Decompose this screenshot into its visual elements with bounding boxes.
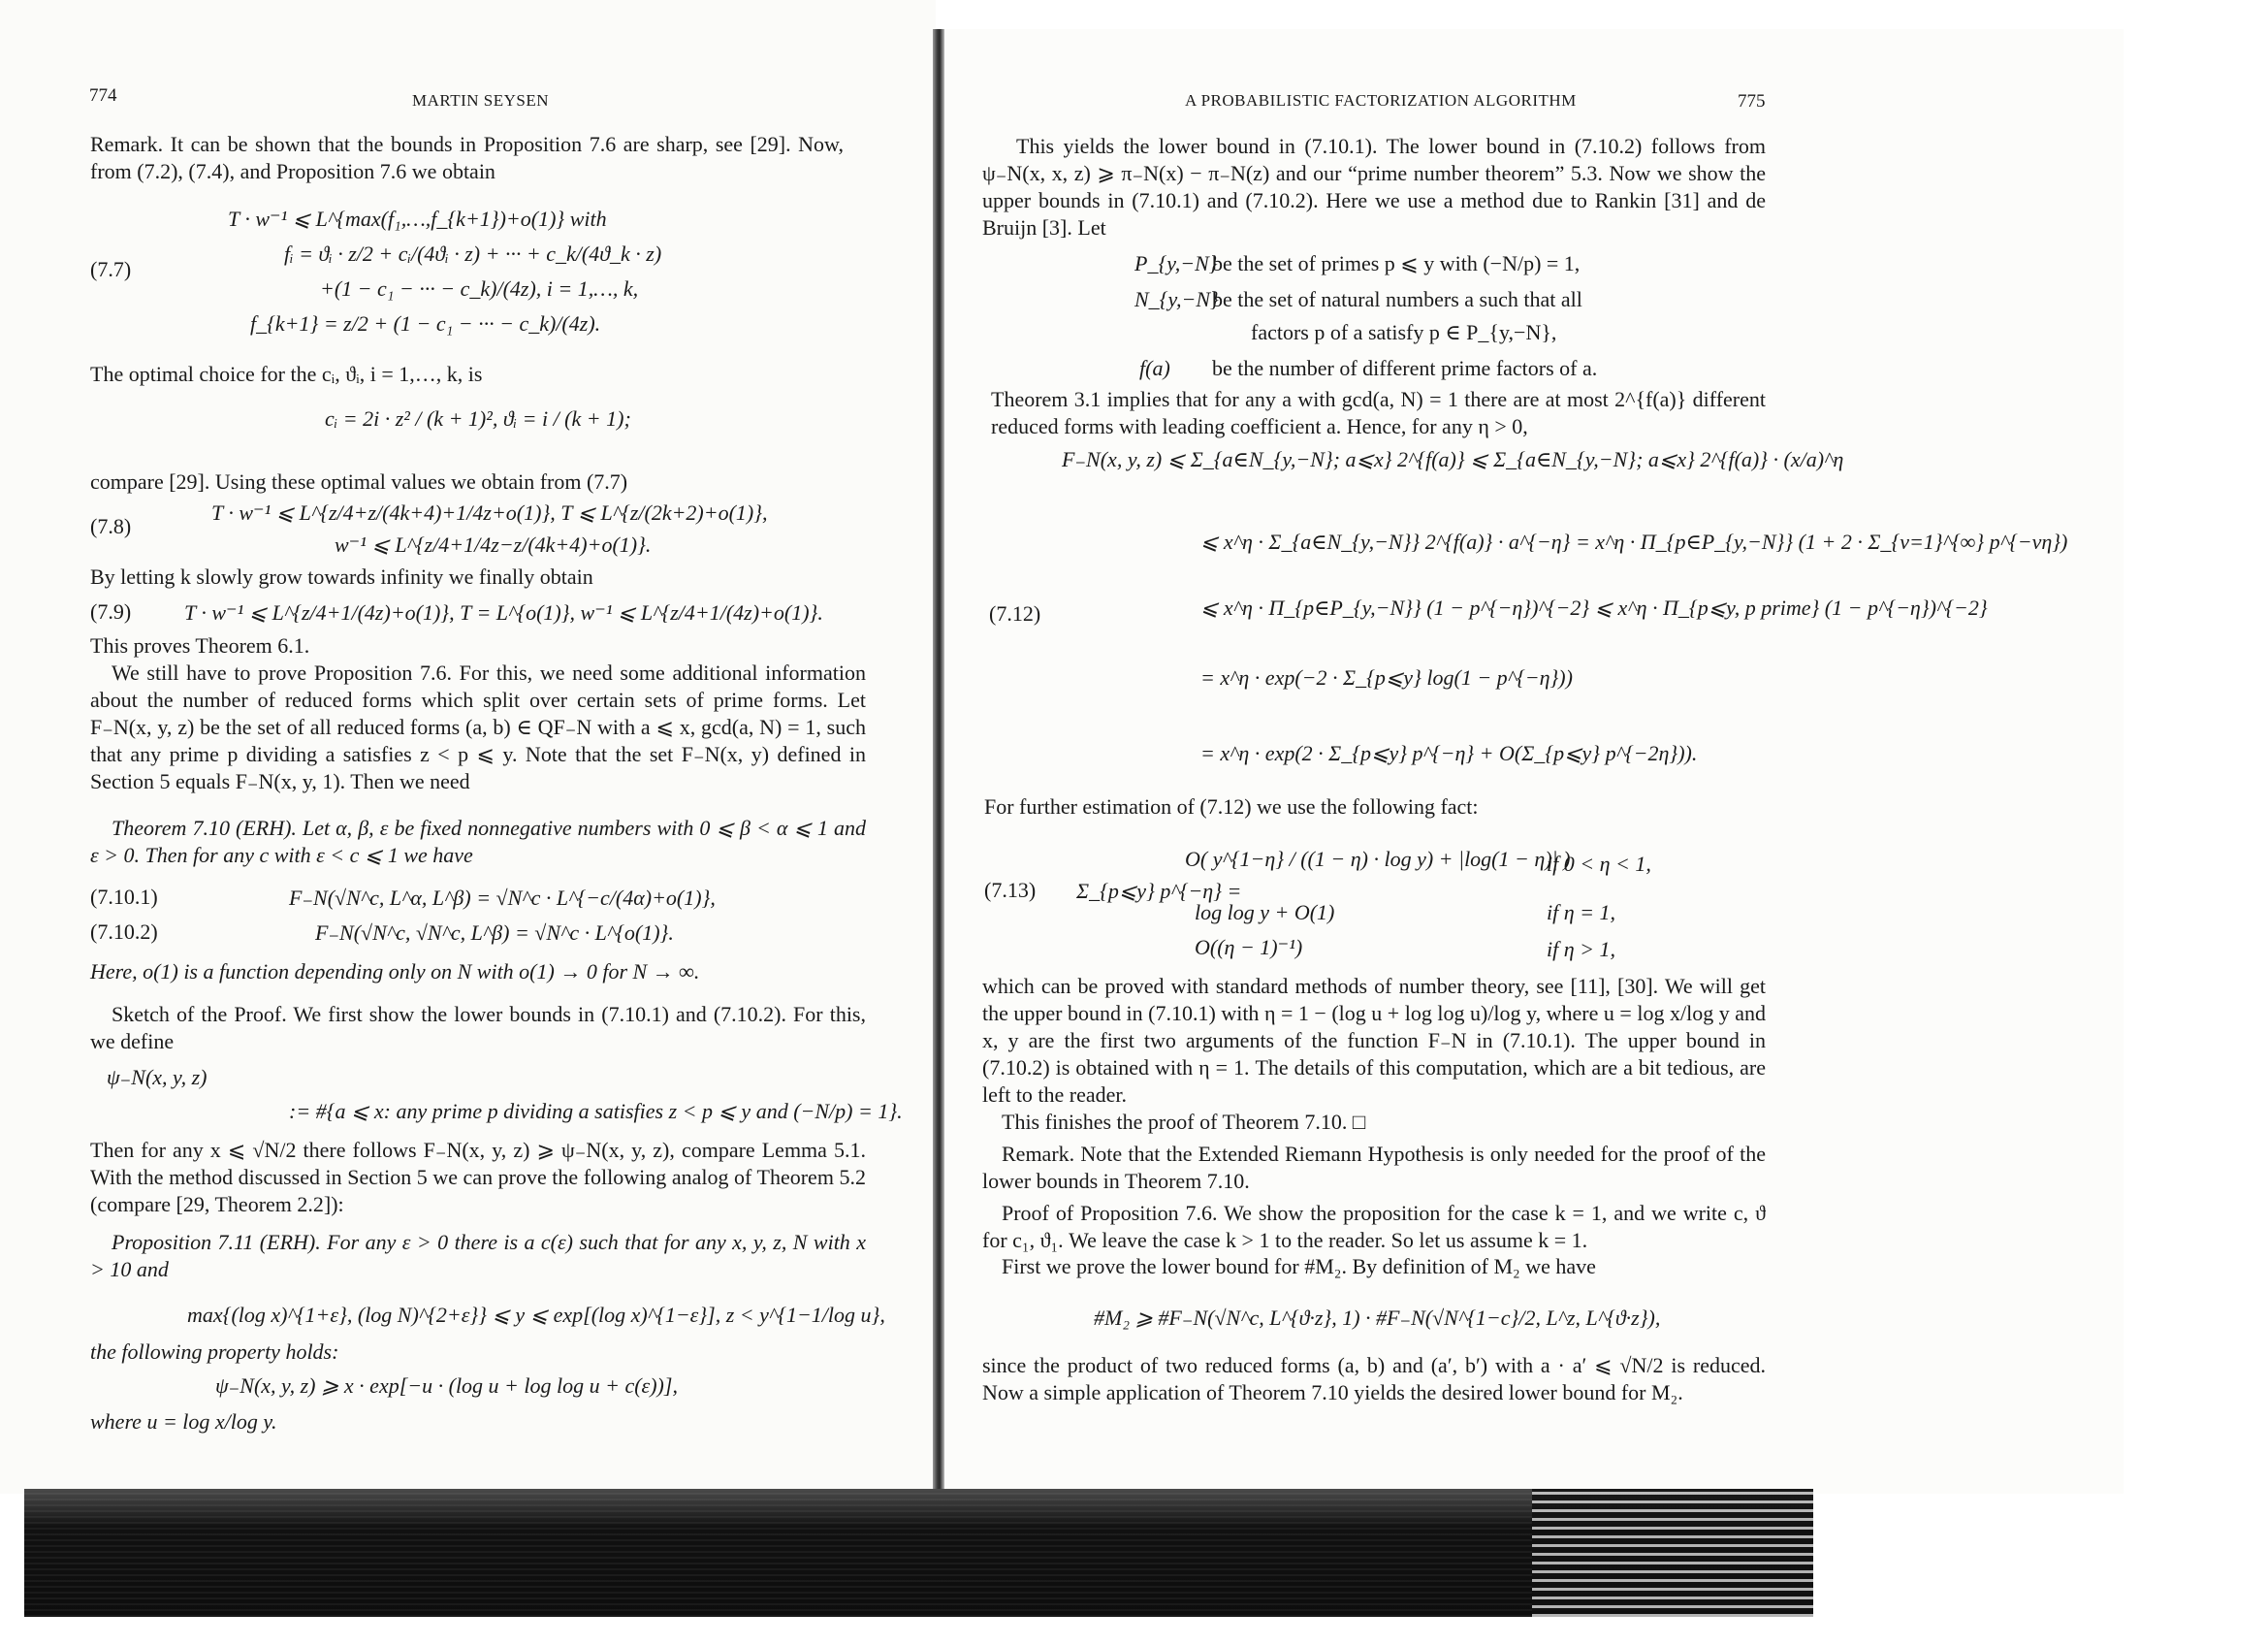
proof-prop-paragraph: Proof of Proposition 7.6. We show the proposition for the case k = 1, and we write c, ϑ for c₁, ϑ₁. We leave the case k > 1 to the reader. So let us assume k = 1. xyxy=(982,1201,1766,1252)
eq-7-7-line4: f_{k+1} = z/2 + (1 − c₁ − ··· − c_k)/(4z). xyxy=(250,311,601,336)
eq-7-7-line2: fᵢ = ϑᵢ · z/2 + cᵢ/(4ϑᵢ · z) + ··· + c_k/(4ϑ_k · z) xyxy=(284,242,662,266)
eq-7-10-1: F₋N(√N^c, L^α, L^β) = √N^c · L^{−c/(4α)+o(1)}, xyxy=(289,886,716,910)
eq-7-13-cond2: if η = 1, xyxy=(1547,900,1615,924)
following-property-text: the following property holds: xyxy=(90,1339,339,1364)
yields-paragraph: This yields the lower bound in (7.10.1). The lower bound in (7.10.2) follows from ψ₋N(x, x, z) ⩾ π₋N(x) − π₋N(z) and our “prime number theorem” 5.3. Now we show the upper bounds in (7.10.1) and (7.10.2). Here we use a method due to Rankin [31] and de Bruijn [3]. Let xyxy=(982,134,1766,240)
left-page-number: 774 xyxy=(89,85,117,106)
here-o1-text: Here, o(1) is a function depending only on N with o(1) → 0 for N → ∞. xyxy=(90,959,700,984)
eq-7-12-label: (7.12) xyxy=(989,601,1041,626)
where-u-text: where u = log x/log y. xyxy=(90,1409,277,1434)
eq-7-12-line2: ⩽ x^η · Σ_{a∈N_{y,−N}} 2^{f(a)} · a^{−η} = x^η · Π_{p∈P_{y,−N}} (1 + 2 · Σ_{ν=1}^{∞} p^{−νη}) xyxy=(1200,530,2068,554)
eq-7-7-label: (7.7) xyxy=(90,257,132,281)
def-N-text: be the set of natural numbers a such that all xyxy=(1212,287,1582,311)
remark-erh-paragraph: Remark. Note that the Extended Riemann Hypothesis is only needed for the proof of the lower bounds in Theorem 7.10. xyxy=(982,1142,1766,1193)
eq-7-8-line2: w⁻¹ ⩽ L^{z/4+1/4z−z/(4k+4)+o(1)}. xyxy=(335,532,652,557)
eq-7-13-case1: O( y^{1−η} / ((1 − η) · log y) + |log(1 − η)| ) xyxy=(1185,847,1571,871)
which-can-paragraph: which can be proved with standard methods of number theory, see [11], [30]. We will get the upper bound in (7.10.1) with η = 1 − (log u + log log u)/log y, where u = log x/log y and x, y are the first two arguments of the function F₋N in (7.10.1). The upper bound in (7.10.2) is obtained with η = 1. The details of this computation, which are a bit tedious, are left to the reader. xyxy=(982,974,1766,1107)
eq-7-9-label: (7.9) xyxy=(90,599,132,624)
eq-7-8-label: (7.8) xyxy=(90,514,132,538)
eq-7-12-line3: ⩽ x^η · Π_{p∈P_{y,−N}} (1 − p^{−η})^{−2} ⩽ x^η · Π_{p⩽y, p prime} (1 − p^{−η})^{−2} xyxy=(1200,596,1988,620)
right-running-head: A PROBABILISTIC FACTORIZATION ALGORITHM xyxy=(1185,91,1577,110)
def-f-symbol: f(a) xyxy=(1139,356,1170,380)
eq-7-10-1-label: (7.10.1) xyxy=(90,885,158,909)
optimal-choice-text: The optimal choice for the cᵢ, ϑᵢ, i = 1,…, k, is xyxy=(90,362,483,386)
def-N-text2: factors p of a satisfy p ∈ P_{y,−N}, xyxy=(1251,320,1557,344)
theorem-7-10: Theorem 7.10 (ERH). Let α, β, ε be fixed nonnegative numbers with 0 ⩽ β < α ⩽ 1 and ε > 0. Then for any c with ε < c ⩽ 1 we have xyxy=(90,816,866,867)
proves-6-1-text: This proves Theorem 6.1. xyxy=(90,633,310,658)
eq-M2: #M₂ ⩾ #F₋N(√N^c, L^{ϑ·z}, 1) · #F₋N(√N^{1−c}/2, L^z, L^{ϑ·z}), xyxy=(1094,1306,1661,1330)
remark-paragraph: Remark. It can be shown that the bounds in Proposition 7.6 are sharp, see [29]. Now, from (7.2), (7.4), and Proposition 7.6 we obtain xyxy=(90,132,844,183)
eq-ci-theta: cᵢ = 2i · z² / (k + 1)², ϑᵢ = i / (k + 1); xyxy=(325,406,631,431)
eq-7-7-line3: +(1 − c₁ − ··· − c_k)/(4z), i = 1,…, k, xyxy=(320,276,639,301)
further-estimation-text: For further estimation of (7.12) we use the following fact: xyxy=(984,794,1479,819)
eq-7-13-lhs: Σ_{p⩽y} p^{−η} = xyxy=(1076,879,1242,903)
book-spine xyxy=(933,29,944,1494)
letting-k-text: By letting k slowly grow towards infinity we finally obtain xyxy=(90,564,593,589)
def-P-symbol: P_{y,−N} xyxy=(1134,251,1218,275)
def-N-symbol: N_{y,−N} xyxy=(1134,287,1219,311)
def-P-text: be the set of primes p ⩽ y with (−N/p) = 1, xyxy=(1212,251,1581,275)
finishes-text: This finishes the proof of Theorem 7.10. □ xyxy=(1002,1110,1366,1134)
eq-7-8-line1: T · w⁻¹ ⩽ L^{z/4+z/(4k+4)+1/4z+o(1)}, T ⩽ L^{z/(2k+2)+o(1)}, xyxy=(211,500,768,525)
psi-def-line2: := #{a ⩽ x: any prime p dividing a satisfies z < p ⩽ y and (−N/p) = 1}. xyxy=(289,1099,903,1123)
right-page-number: 775 xyxy=(1738,91,1766,112)
eq-psi-bound: ψ₋N(x, y, z) ⩾ x · exp[−u · (log u + log log u + c(ε))], xyxy=(215,1373,678,1398)
eq-7-13-cond1: if 0 < η < 1, xyxy=(1547,852,1651,876)
eq-7-7-line1: T · w⁻¹ ⩽ L^{max(f₁,…,f_{k+1})+o(1)} with xyxy=(228,207,607,231)
proposition-7-11: Proposition 7.11 (ERH). For any ε > 0 there is a c(ε) such that for any x, y, z, N with x > 10 and xyxy=(90,1230,866,1281)
first-we-text: First we prove the lower bound for #M₂. By definition of M₂ we have xyxy=(1002,1254,1596,1278)
then-for-any-paragraph: Then for any x ⩽ √N/2 there follows F₋N(x, y, z) ⩾ ψ₋N(x, y, z), compare Lemma 5.1. With the method discussed in Section 5 we can prove the following analog of Theorem 5.2 (compare [29, Theorem 2.2]): xyxy=(90,1138,866,1216)
scanner-edge xyxy=(24,1489,1813,1617)
eq-7-12-line1: F₋N(x, y, z) ⩽ Σ_{a∈N_{y,−N}; a⩽x} 2^{f(a)} ⩽ Σ_{a∈N_{y,−N}; a⩽x} 2^{f(a)} · (x/a)^η xyxy=(1062,447,1844,471)
since-product-paragraph: since the product of two reduced forms (a, b) and (a′, b′) with a · a′ ⩽ √N/2 is reduced. Now a simple application of Theorem 7.10 yields the desired lower bound for M₂. xyxy=(982,1353,1766,1404)
eq-7-13-label: (7.13) xyxy=(984,878,1037,902)
eq-7-12-line5: = x^η · exp(2 · Σ_{p⩽y} p^{−η} + O(Σ_{p⩽y} p^{−2η})). xyxy=(1200,741,1698,765)
eq-7-13-case2: log log y + O(1) xyxy=(1195,900,1335,924)
psi-def-line1: ψ₋N(x, y, z) xyxy=(107,1065,208,1089)
eq-7-10-2: F₋N(√N^c, √N^c, L^β) = √N^c · L^{o(1)}. xyxy=(315,920,674,945)
eq-max-condition: max{(log x)^{1+ε}, (log N)^{2+ε}} ⩽ y ⩽ exp[(log x)^{1−ε}], z < y^{1−1/log u}, xyxy=(187,1303,885,1327)
eq-7-12-line4: = x^η · exp(−2 · Σ_{p⩽y} log(1 − p^{−η})) xyxy=(1200,665,1573,690)
eq-7-13-case3: O((η − 1)⁻¹) xyxy=(1195,935,1303,959)
eq-7-13-cond3: if η > 1, xyxy=(1547,937,1615,961)
left-running-head: MARTIN SEYSEN xyxy=(412,91,550,110)
compare-29-text: compare [29]. Using these optimal values we obtain from (7.7) xyxy=(90,469,628,494)
eq-7-10-2-label: (7.10.2) xyxy=(90,919,158,944)
sketch-paragraph: Sketch of the Proof. We first show the lower bounds in (7.10.1) and (7.10.2). For this, we define xyxy=(90,1002,866,1053)
def-f-text: be the number of different prime factors of a. xyxy=(1212,356,1598,380)
still-have-paragraph: We still have to prove Proposition 7.6. For this, we need some additional information about the number of reduced forms which split over certain sets of prime forms. Let F₋N(x, y, z) be the set of all reduced forms (a, b) ∈ QF₋N with a ⩽ x, gcd(a, N) = 1, such that any prime p dividing a satisfies z < p ⩽ y. Note that the set F₋N(x, y) defined in Section 5 equals F₋N(x, y, 1). Then we need xyxy=(90,661,866,793)
eq-7-9: T · w⁻¹ ⩽ L^{z/4+1/(4z)+o(1)}, T = L^{o(1)}, w⁻¹ ⩽ L^{z/4+1/(4z)+o(1)}. xyxy=(184,600,823,625)
theorem-3-1-paragraph: Theorem 3.1 implies that for any a with gcd(a, N) = 1 there are at most 2^{f(a)} different reduced forms with leading coefficient a. Hence, for any η > 0, xyxy=(991,387,1766,438)
